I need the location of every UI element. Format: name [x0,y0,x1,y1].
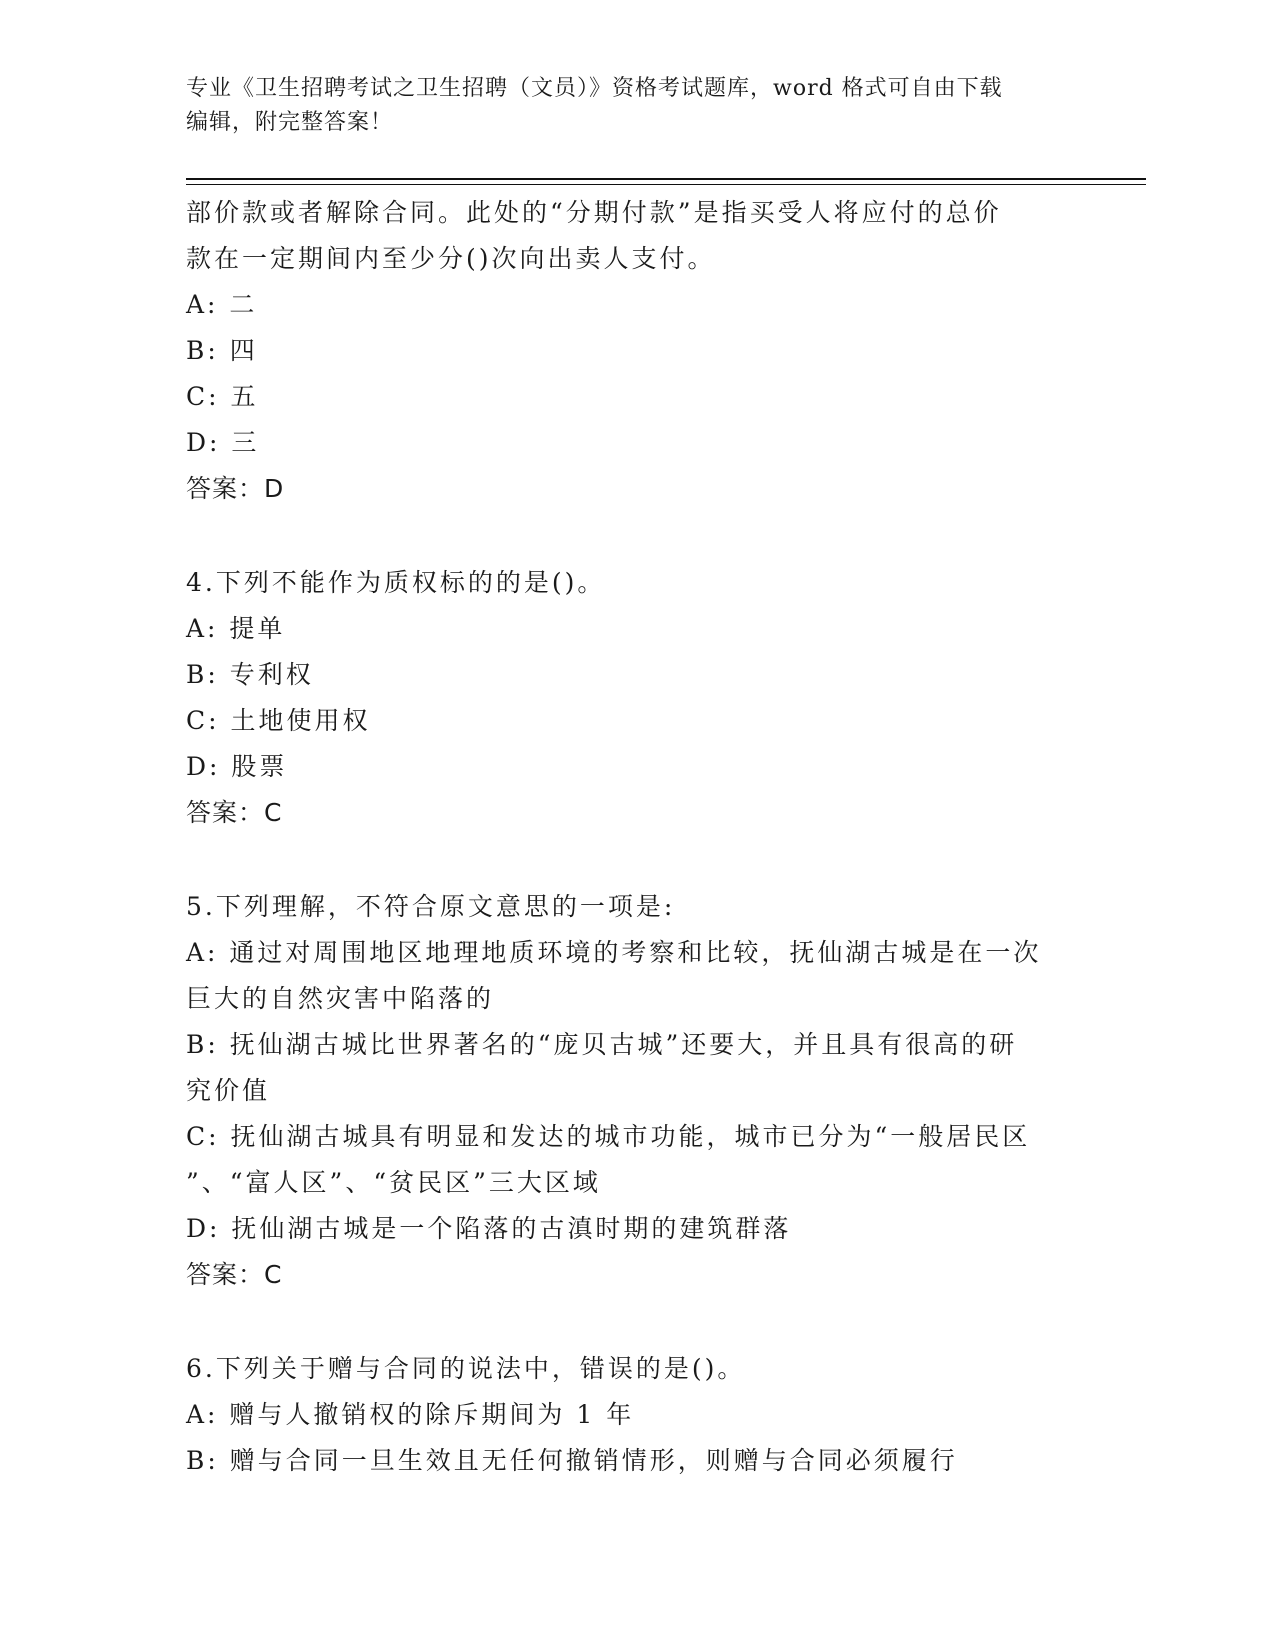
header-line-2: 编辑，附完整答案！ [186,110,394,135]
question-content [186,190,1086,1484]
answer-line: 答案：C [186,798,283,827]
question-3 [186,190,1086,512]
option-a: A: 通过对周围地区地理地质环境的考察和比较，抚仙湖古城是在一次 [186,938,1042,967]
option-a: A: 提单 [186,614,286,643]
option-a: A: 赠与人撤销权的除斥期间为 1 年 [186,1400,635,1429]
header-line-1: 专业《卫生招聘考试之卫生招聘（文员）》资格考试题库，word 格式可自由下载 [186,76,1003,101]
option-d: D: 股票 [186,752,288,781]
option-a-continued: 巨大的自然灾害中陷落的 [186,984,495,1013]
answer-line: 答案：D [186,474,285,503]
header-rule-thin [186,184,1146,185]
option-d: D: 抚仙湖古城是一个陷落的古滇时期的建筑群落 [186,1214,792,1243]
option-a: A: 二 [186,290,258,319]
option-b: B: 四 [186,336,258,365]
question-stem: 5.下列理解，不符合原文意思的一项是: [186,892,676,921]
question-4 [186,560,1086,836]
option-b: B: 专利权 [186,660,314,689]
option-b: B: 抚仙湖古城比世界著名的“庞贝古城”还要大，并且具有很高的研 [186,1030,1018,1059]
option-c-continued: ”、“富人区”、“贫民区”三大区域 [186,1168,601,1197]
question-stem: 款在一定期间内至少分()次向出卖人支付。 [186,244,716,273]
header-rule-thick [186,178,1146,180]
question-stem: 6.下列关于赠与合同的说法中，错误的是()。 [186,1354,746,1383]
option-d: D: 三 [186,428,260,457]
question-6 [186,1346,1086,1484]
option-b: B: 赠与合同一旦生效且无任何撤销情形，则赠与合同必须履行 [186,1446,958,1475]
answer-line: 答案：C [186,1260,283,1289]
document-header [186,72,1066,140]
question-stem: 部价款或者解除合同。此处的“分期付款”是指买受人将应付的总价 [186,198,1002,227]
option-c: C: 土地使用权 [186,706,371,735]
question-5 [186,884,1086,1298]
option-c: C: 抚仙湖古城具有明显和发达的城市功能，城市已分为“一般居民区 [186,1122,1031,1151]
option-b-continued: 究价值 [186,1076,271,1105]
question-stem: 4.下列不能作为质权标的的是()。 [186,568,606,597]
option-c: C: 五 [186,382,259,411]
